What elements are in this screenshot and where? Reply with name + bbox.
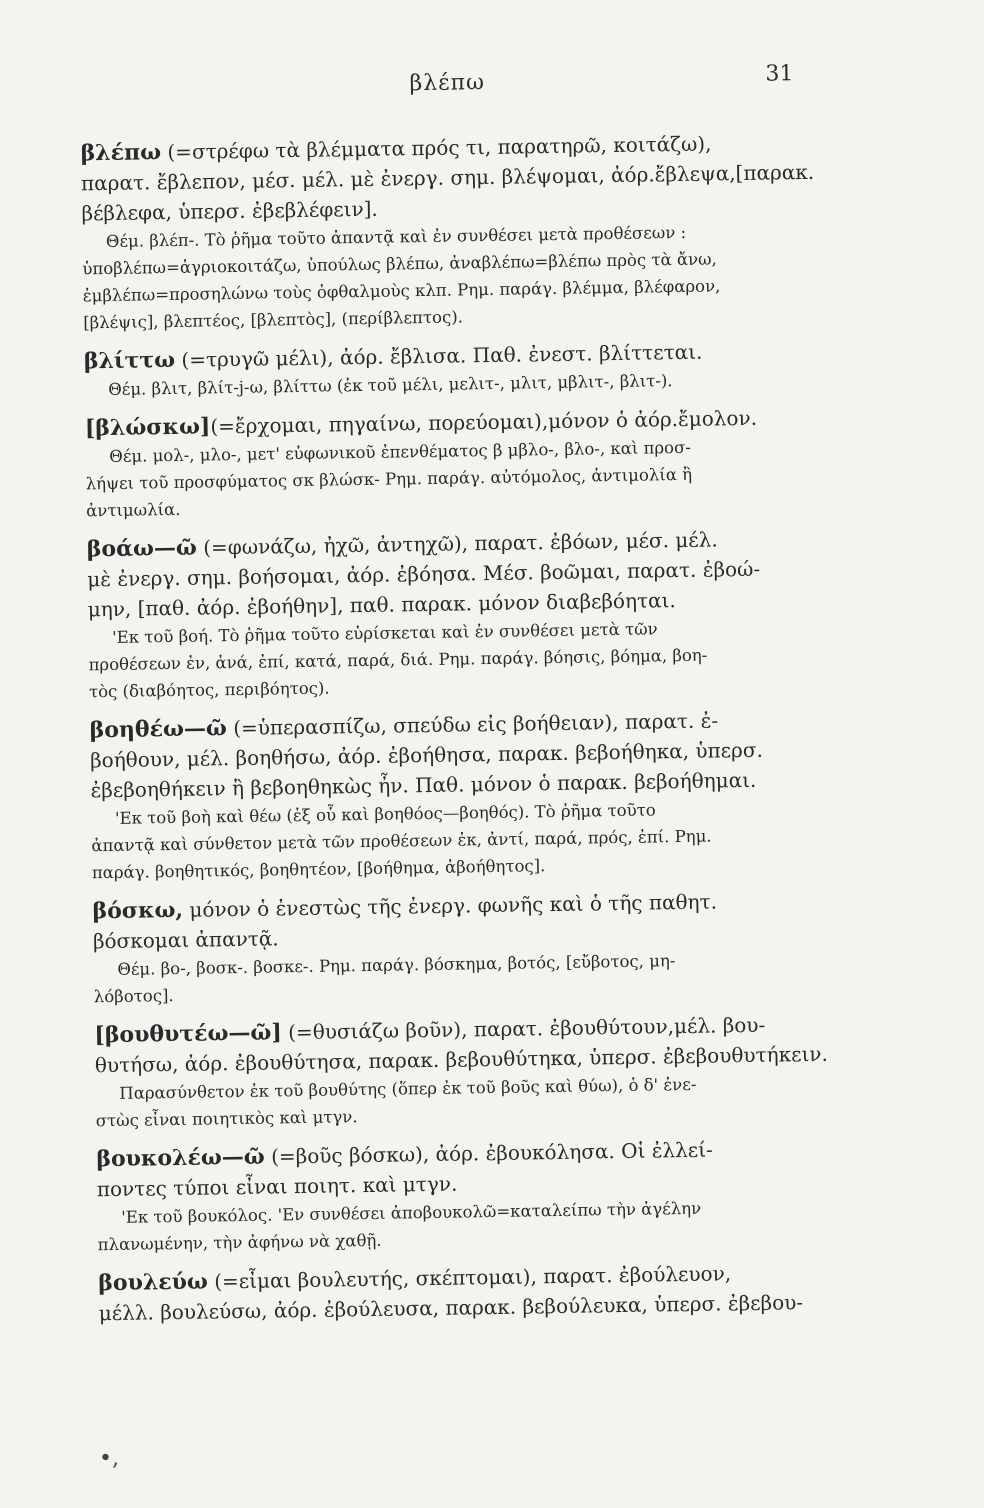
ink-mark: •, [98, 1445, 120, 1472]
running-head: βλέπω [409, 70, 486, 97]
entry-headword: βλίττω [83, 346, 176, 375]
entry-headword: βλέπω [80, 139, 162, 167]
entry-definition-line: (=ὑπερασπίζω, σπεύδω εἰς βοήθειαν), παρατ. ἐ- [233, 708, 719, 741]
entry-note-line: Θέμ. μολ-, μλο-, μετ' εὐφωνικοῦ ἐπενθέματος β μβλο-, βλο-, καὶ προσ- [109, 437, 692, 466]
entry-headword: βόσκω, [92, 896, 184, 925]
entry-definition-line: (=στρέφω τὰ βλέμματα πρός τι, παρατηρῶ, κοιτάζω), [167, 131, 712, 165]
entry-definition-line: παρατ. ἔβλεπον, μέσ. μέλ. μὲ ἐνεργ. σημ. βλέψομαι, ἀόρ.ἔβλεψα,[παρακ. [80, 159, 815, 196]
entry-definition-line: (=εἶμαι βουλευτής, σκέπτομαι), παρατ. ἐβούλευον, [214, 1261, 732, 1294]
page-number: 31 [765, 61, 794, 87]
entry-definition-line: μέλλ. βουλεύσω, ἀόρ. ἐβούλευσα, παρακ. βεβούλευκα, ὑπερσ. ἐβεβου- [98, 1290, 804, 1326]
entry-definition-line: (=τρυγῶ μέλι), ἀόρ. ἔβλισα. Παθ. ἐνεστ. βλίττεται. [181, 339, 703, 372]
dictionary-entry [94, 1008, 886, 1134]
entry-note-line: λήψει τοῦ προσφύματος σκ βλώσκ- Ρημ. παράγ. αὐτόμολος, ἀντιμολία ἢ [85, 464, 693, 494]
entry-definition-line: μόνον ὁ ἐνεστὼς τῆς ἐνεργ. φωνῆς καὶ ὁ τῆς παθητ. [189, 889, 718, 922]
entry-headword: βοηθέω—ῶ [89, 715, 228, 744]
entry-headword: [βουθυτέω—ῶ] [94, 1019, 283, 1049]
entry-definition-line: (=θυσιάζω βοῦν), παρατ. ἐβουθύτουν,μέλ. βου- [287, 1012, 766, 1045]
entry-note-line: 'Εκ τοῦ βοὴ καὶ θέω (ἐξ οὗ καὶ βοηθόος—βοηθός). Τὸ ῥῆμα τοῦτο [114, 800, 656, 828]
entry-note-line: Παρασύνθετον ἐκ τοῦ βουθύτης (ὅπερ ἐκ τοῦ βοῦς καὶ θύω), ὁ δ' ἐνε- [119, 1074, 697, 1103]
entry-definition-line: ἐβεβοηθήκειν ἢ βεβοηθηκὼς ἦν. Παθ. μόνον ὁ παρακ. βεβοήθημαι. [90, 767, 757, 803]
entry-headword: βουλεύω [98, 1268, 209, 1297]
entry-note-line: λόβοτος]. [93, 986, 174, 1007]
entry-note-line: ἐμβλέπω=προσηλώνω τοὺς ὀφθαλμοὺς κλπ. Ρημ. παράγ. βλέμμα, βλέφαρον, [82, 276, 721, 306]
entry-definition-line: βοήθουν, μέλ. βοηθήσω, ἀόρ. ἐβοήθησα, παρακ. βεβοήθηκα, ὑπερσ. [89, 737, 764, 773]
entry-note-line: ἀπαντᾷ καὶ σύνθετον μετὰ τῶν προθέσεων ἐκ, ἀντί, παρά, πρός, ἐπί. Ρημ. [91, 826, 712, 856]
dictionary-entry [96, 1132, 888, 1258]
dictionary-entry [89, 703, 882, 886]
entry-definition-line: μην, [παθ. ἀόρ. ἐβοήθην], παθ. παρακ. μόνον διαβεβόηται. [87, 588, 676, 622]
dictionary-entry [98, 1256, 889, 1328]
entry-note-line: Θέμ. βλέπ-. Τὸ ῥῆμα τοῦτο ἀπαντᾷ καὶ ἐν συνθέσει μετὰ προθέσεων : [105, 222, 687, 251]
entry-headword: βουκολέω—ῶ [96, 1143, 265, 1173]
entry-note-line: ὑποβλέπω=ἀγριοκοιτάζω, ὑπούλως βλέπω, ἀναβλέπω=βλέπω πρὸς τὰ ἄνω, [82, 249, 717, 279]
entry-note-line: 'Εκ τοῦ βοή. Τὸ ῥῆμα τοῦτο εὑρίσκεται καὶ ἐν συνθέσει μετὰ τῶν [112, 619, 658, 647]
entry-definition-line: μὲ ἐνεργ. σημ. βοήσομαι, ἀόρ. ἐβόησα. Μέσ. βοῶμαι, παρατ. ἐβοώ- [87, 556, 761, 592]
entry-definition-line: βόσκομαι ἀπαντᾷ. [92, 926, 279, 954]
entry-headword: βοάω—ῶ [86, 534, 198, 563]
entry-note-line: 'Εκ τοῦ βουκόλος. 'Εν συνθέσει ἀποβουκολῶ=καταλείπω τὴν ἀγέλην [121, 1198, 702, 1227]
entry-note-line: [βλέψις], βλεπτέος, [βλεπτὸς], (περίβλεπτος). [83, 307, 464, 333]
entry-note-line: προθέσεων ἐν, ἀνά, ἐπί, κατά, παρά, διά. Ρημ. παράγ. βόησις, βόημα, βοη- [88, 645, 708, 675]
entry-headword: [βλώσκω] [84, 413, 211, 442]
dictionary-entry [84, 334, 875, 403]
entry-definition-line: (=φωνάζω, ἠχῶ, ἀντηχῶ), παρατ. ἐβόων, μέσ. μέλ. [203, 527, 718, 560]
dictionary-entry [85, 401, 877, 524]
entry-note-line: Θέμ. βο-, βοσκ-. βοσκε-. Ρημ. παράγ. βόσκημα, βοτός, [εὔβοτος, μη- [117, 951, 676, 979]
dictionary-entry [92, 884, 884, 1010]
entry-definition-line: ποντες τύποι εἶναι ποιητ. καὶ μτγν. [96, 1171, 458, 1202]
entry-note-line: Θέμ. βλιτ, βλίτ-j-ω, βλίττω (ἐκ τοῦ μέλι, μελιτ-, μλιτ, μβλιτ-, βλιτ-). [108, 371, 673, 399]
entry-definition-line: (=βοῦς βόσκω), ἀόρ. ἐβουκόλησα. Οἱ ἐλλεί- [270, 1137, 713, 1169]
entry-definition-line: (=ἔρχομαι, πηγαίνω, πορεύομαι),μόνον ὁ ἀόρ.ἔμολον. [210, 405, 758, 439]
entry-note-line: στὼς εἶναι ποιητικὸς καὶ μτγν. [95, 1107, 358, 1131]
entry-note-line: πλανωμένην, τὴν ἀφήνω νὰ χαθῇ. [97, 1230, 382, 1255]
entry-definition-line: βέβλεφα, ὑπερσ. ἐβεβλέφειν]. [81, 196, 379, 226]
entry-definition-line: θυτήσω, ἀόρ. ἐβουθύτησα, παρακ. βεβουθύτηκα, ὑπερσ. ἐβεβουθυτήκειν. [94, 1041, 829, 1078]
entry-note-line: τὸς (διαβόητος, περιβόητος). [88, 678, 330, 702]
dictionary-entry [87, 522, 880, 705]
dictionary-entry [80, 126, 873, 336]
entry-note-line: παράγ. βοηθητικός, βοηθητέον, [βοήθημα, ἀβοήθητος]. [91, 856, 546, 883]
entries-list [80, 126, 889, 1338]
entry-note-line: ἀντιμωλία. [86, 499, 181, 521]
